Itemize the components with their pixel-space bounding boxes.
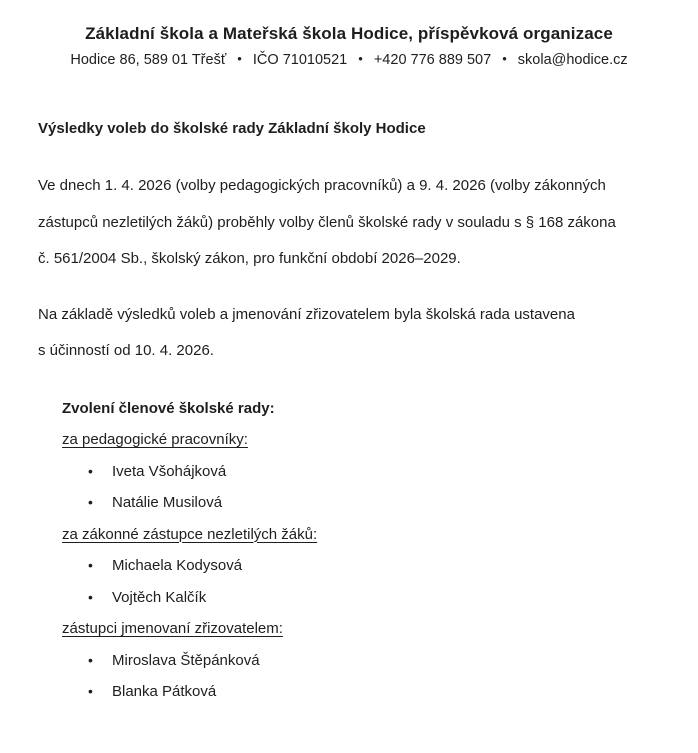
bullet-icon: • — [88, 683, 93, 699]
member-name: Natálie Musilová — [112, 494, 223, 511]
document-title: Výsledky voleb do školské rady Základní školy Hodice — [38, 120, 426, 137]
paragraph-line: Na základě výsledků voleb a jmenování zřizovatelem byla školská rada ustavena — [38, 305, 575, 323]
separator-dot-icon: • — [502, 51, 507, 66]
member-name: Blanka Pátková — [112, 683, 217, 700]
member-row — [62, 582, 660, 614]
member-name: Miroslava Štěpánková — [112, 651, 260, 669]
paragraph-line: č. 561/2004 Sb., školský zákon, pro funkční období 2026–2029. — [38, 250, 461, 267]
school-phone: +420 776 889 507 — [373, 52, 492, 68]
bullet-icon: • — [88, 462, 93, 479]
group-label-pedagogical-staff: za pedagogické pracovníky: — [62, 431, 248, 448]
bullet-icon: • — [88, 494, 93, 510]
group-label-legal-guardians: za zákonné zástupce nezletilých žáků: — [62, 525, 318, 543]
separator-dot-icon: • — [358, 51, 363, 66]
paragraph-line: s účinností od 10. 4. 2026. — [38, 342, 214, 359]
group-label-founder-appointed: zástupci jmenovaní zřizovatelem: — [62, 620, 283, 637]
paragraph-council-established — [38, 297, 660, 370]
member-row — [62, 456, 660, 488]
letterhead — [38, 23, 660, 69]
separator-dot-icon: • — [237, 51, 242, 66]
document-body — [38, 119, 660, 708]
member-row — [62, 487, 660, 519]
results-section — [62, 393, 660, 708]
member-row — [62, 645, 660, 677]
paragraph-line: Ve dnech 1. 4. 2026 (volby pedagogických pracovníků) a 9. 4. 2026 (volby zákonných — [38, 177, 606, 194]
contact-line — [38, 50, 660, 69]
bullet-icon: • — [88, 651, 93, 668]
bullet-icon: • — [88, 588, 93, 605]
results-heading: Zvolení členové školské rady: — [62, 399, 275, 417]
paragraph-election-dates — [38, 168, 660, 278]
school-ico: IČO 71010521 — [252, 52, 348, 68]
member-row — [62, 676, 660, 708]
school-name: Základní škola a Mateřská škola Hodice, příspěvková organizace — [85, 24, 613, 43]
member-row — [62, 550, 660, 582]
school-email: skola@hodice.cz — [517, 52, 628, 68]
bullet-icon: • — [88, 557, 93, 573]
member-name: Vojtěch Kalčík — [112, 588, 207, 606]
member-name: Michaela Kodysová — [112, 557, 243, 574]
member-name: Iveta Všohájková — [112, 462, 227, 480]
school-address: Hodice 86, 589 01 Třešť — [70, 52, 227, 68]
paragraph-line: zástupců nezletilých žáků) proběhly volby členů školské rady v souladu s § 168 zákona — [38, 213, 616, 231]
